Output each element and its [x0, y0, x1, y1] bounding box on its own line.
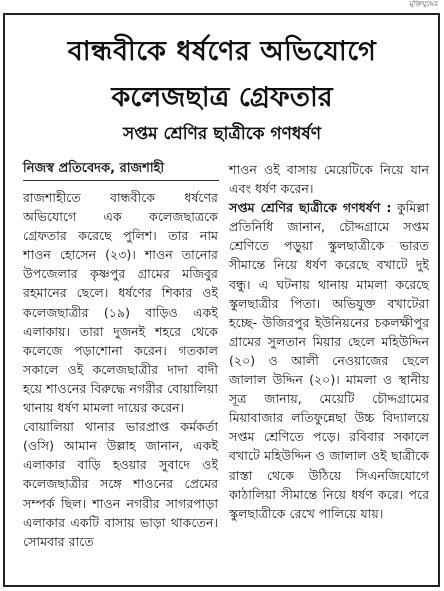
column2-paragraph-2: কুমিল্লা প্রতিনিধি জানান, চৌদ্দগ্রামে সপ্তম শ্রেণিতে পড়ুয়া স্কুলছাত্রীকে ভারত সীমান্তে নিয়ে ধর্ষণ করেছে বখাটে দুই বন্ধু। এ ঘটনায় থানায় মামলা করেছে স্কুলছাত্রীর পিতা। অভিযুক্ত বখাটেরা হচ্ছে- উজিরপুর ইউনিয়নের চকলক্ষীপুর গ্রামের সুলতান মিয়ার ছেলে মহিউদ্দিন (২০) ও আলী নেওয়াজের ছেলে জালাল উদ্দিন (২০)। মামলা ও স্থানীয় সূত্র জানায়, মেয়েটি চৌদ্দগ্রামের মিয়াবাজার লতিফুন্নেছা উচ্চ বিদ্যালয়ে সপ্তম শ্রেণিতে পড়ে। রবিবার সকালে বখাটে মহিউদ্দিন ও জালাল ওই ছাত্রীকে রাস্তা থেকে উঠিয়ে সিএনজিযোগে কাঠালিয়া সীমান্তে নিয়ে ধর্ষণ করে। পরে স্কুলছাত্রীকে রেখে পালিয়ে যায়। — [229, 200, 429, 521]
article-column-2 — [229, 160, 429, 523]
article-column-1 — [23, 188, 218, 551]
byline-location: রাজশাহী — [119, 161, 165, 176]
headline-line-1: বান্ধবীকে ধর্ষণের অভিযোগে — [67, 36, 377, 67]
column1-paragraph-1: রাজশাহীতে বান্ধবীকে ধর্ষণের অভিযোগে এক কলেজছাত্রকে গ্রেফতার করেছে পুলিশ। তার নাম শাওন হোসেন (২৩)। শাওন তানোর উপজেলার কৃষ্ণপুর গ্রামের মজিবুর রহমানের ছেলে। ধর্ষণের শিকার ওই কলেজছাত্রীর (১৯) বাড়িও একই এলাকায়। তারা দুজনই শহরে থেকে কলেজে পড়াশোনা করেন। গতকাল সকালে ওই কলেজছাত্রীর দাদা বাদী হয়ে শাওনের বিরুদ্ধে নগরীর বোয়ালিয়া থানায় ধর্ষণ মামলা দায়ের করেন। — [23, 190, 218, 416]
subheadline: সপ্তম শ্রেণির ছাত্রীকে গণধর্ষণ — [122, 124, 322, 144]
column2-paragraph-1: শাওন ওই বাসায় মেয়েটিকে নিয়ে যান এবং ধর্ষণ করেন। — [229, 162, 429, 197]
byline: নিজস্ব প্রতিবেদক, রাজশাহী — [23, 160, 219, 181]
column1-paragraph-2: বোয়ালিয়া থানার ভারপ্রাপ্ত কর্মকর্তা (ওসি) আমান উল্লাহ জানান, একই এলাকার বাড়ি হওয়ার সুবাদে ওই কলেজছাত্রীর সঙ্গে শাওনের প্রেমের সম্পর্ক ছিল। শাওন নগরীর সাগরপাড়া এলাকার একটি বাসায় ভাড়া থাকতেন। সোমবার রাতে — [23, 419, 218, 549]
masthead-strip — [0, 0, 444, 12]
headline-line-2: কলেজছাত্র গ্রেফতার — [111, 82, 333, 113]
column2-subhead: সপ্তম শ্রেণির ছাত্রীকে গণধর্ষণ : — [229, 200, 392, 216]
masthead-right-text: মুক্তিযুদ্ধের — [409, 0, 438, 8]
byline-reporter: নিজস্ব প্রতিবেদক — [23, 161, 111, 176]
